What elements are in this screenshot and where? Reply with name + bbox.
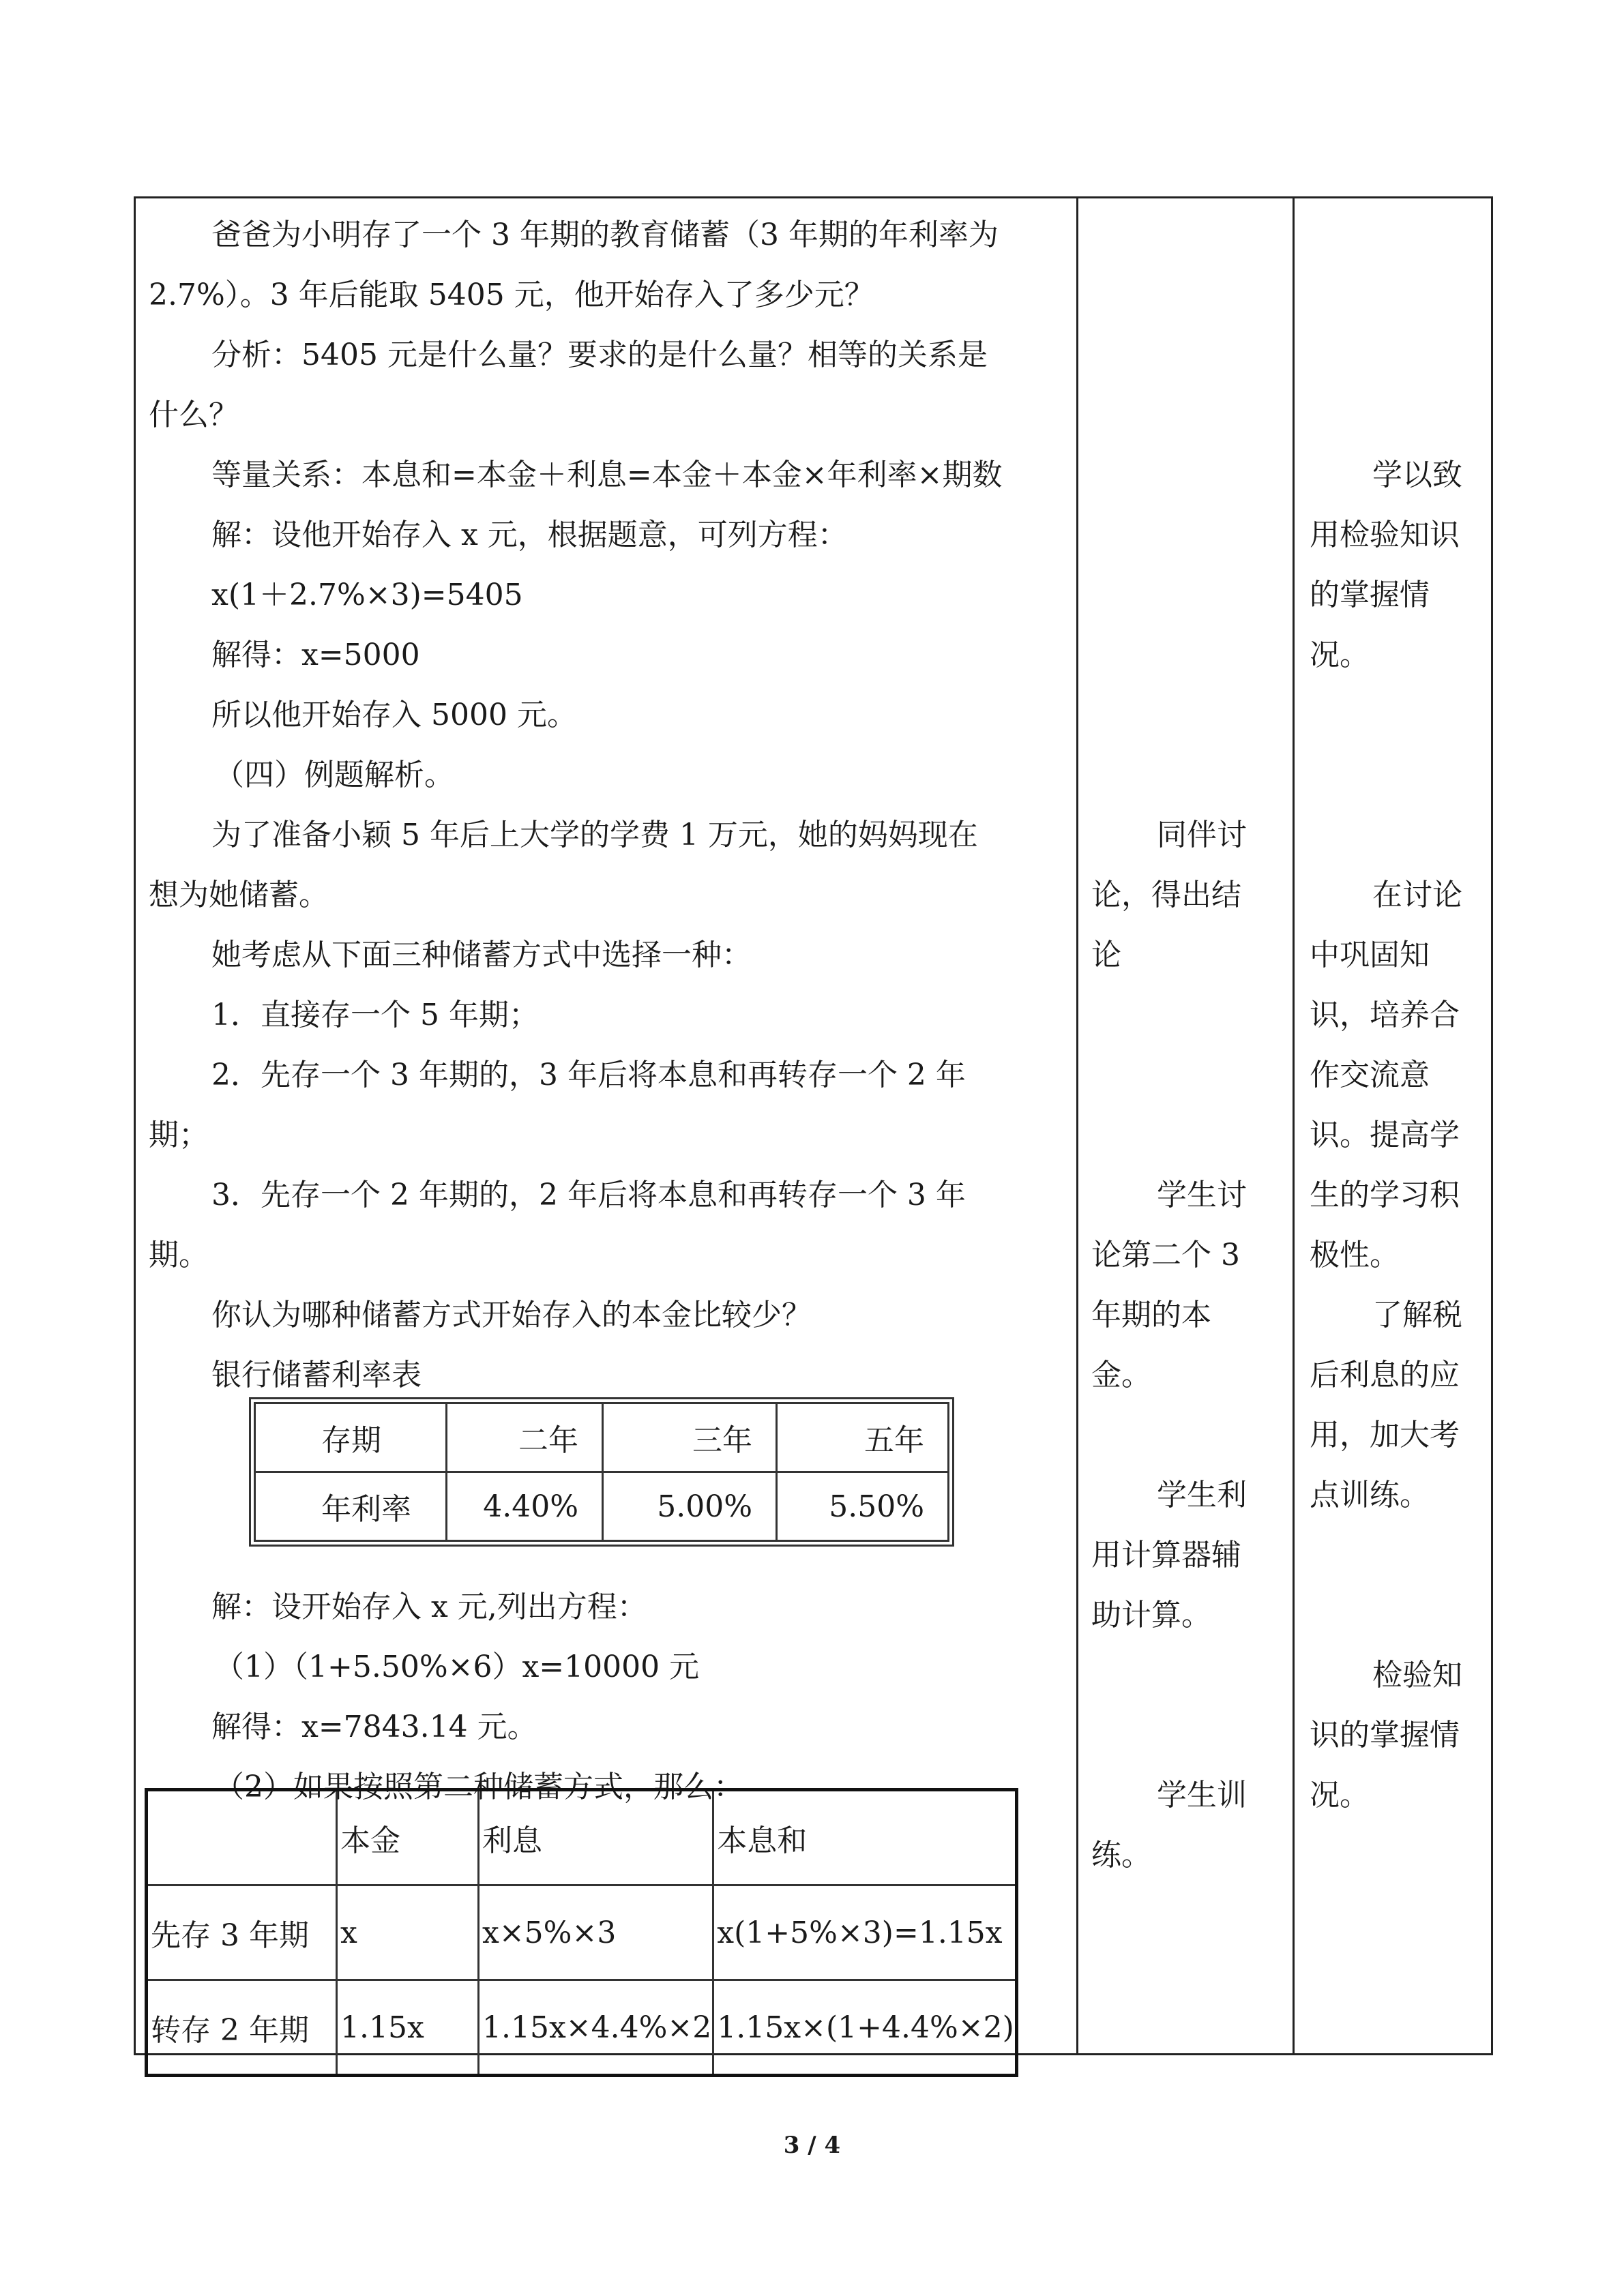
- text-line: 想为她储蓄。: [149, 878, 329, 912]
- table-cell: 年利率: [255, 1472, 447, 1541]
- table-cell: 本息和: [713, 1790, 1017, 1885]
- table-row: [147, 1790, 1017, 1885]
- activity-text: 学生利: [1157, 1478, 1247, 1512]
- activity-text: 同伴讨: [1157, 818, 1247, 852]
- intent-text: 况。: [1310, 638, 1370, 672]
- equation-line: （1）（1+5.50%×6）x=10000 元: [214, 1650, 700, 1684]
- table-cell: 1.15x×(1+4.4%×2): [713, 1980, 1017, 2076]
- table-cell: 转存 2 年期: [147, 1980, 337, 2076]
- activity-text: 年期的本: [1091, 1298, 1211, 1332]
- activity-text: 用计算器辅: [1091, 1538, 1241, 1572]
- table-cell: 5.50%: [777, 1472, 949, 1541]
- table-row: [147, 1885, 1017, 1980]
- intent-text: 了解税: [1372, 1298, 1462, 1332]
- section-heading: （四）例题解析。: [214, 758, 454, 792]
- activity-text: 论，得出结: [1091, 878, 1241, 912]
- activity-text: 练。: [1091, 1838, 1151, 1873]
- savings-calculation-table: [145, 1788, 1018, 2077]
- table-cell: 1.15x×4.4%×2: [479, 1980, 713, 2076]
- intent-text: 用检验知识: [1310, 518, 1460, 552]
- option-item: 2．先存一个 3 年期的，3 年后将本息和再转存一个 2 年: [211, 1058, 966, 1092]
- table-cell: 利息: [479, 1790, 713, 1885]
- text-line: （2）如果按照第二种储蓄方式，那么：: [214, 1770, 743, 1804]
- intent-text: 中巩固知: [1310, 938, 1430, 972]
- table-cell: 五年: [777, 1403, 949, 1472]
- intent-text: 点训练。: [1310, 1478, 1430, 1512]
- intent-text: 识的掌握情: [1310, 1718, 1460, 1753]
- activity-text: 论: [1091, 938, 1121, 972]
- table-cell: x×5%×3: [479, 1885, 713, 1980]
- column-divider: [1293, 196, 1295, 2055]
- text-line: 解得：x=5000: [211, 638, 420, 672]
- intent-text: 识，培养合: [1310, 998, 1460, 1032]
- table-cell: x(1+5%×3)=1.15x: [713, 1885, 1017, 1980]
- table-cell: 4.40%: [447, 1472, 603, 1541]
- intent-text: 生的学习积: [1310, 1178, 1460, 1212]
- option-item: 3．先存一个 2 年期的，2 年后将本息和再转存一个 3 年: [211, 1178, 966, 1212]
- table-row: [147, 1980, 1017, 2076]
- activity-text: 助计算。: [1091, 1598, 1211, 1632]
- option-item: 1．直接存一个 5 年期；: [211, 998, 539, 1032]
- table-cell: 本金: [337, 1790, 479, 1885]
- intent-text: 识。提高学: [1310, 1118, 1460, 1152]
- text-line: 期。: [149, 1238, 209, 1272]
- table-cell: 存期: [255, 1403, 447, 1472]
- table-cell: 三年: [603, 1403, 777, 1472]
- text-line: 分析：5405 元是什么量？要求的是什么量？相等的关系是: [211, 338, 988, 372]
- activity-text: 论第二个 3: [1091, 1238, 1240, 1272]
- intent-text: 况。: [1310, 1778, 1370, 1813]
- text-line: 什么？: [149, 398, 239, 432]
- table-row: [255, 1403, 949, 1472]
- text-line: 解：设开始存入 x 元,列出方程：: [211, 1590, 647, 1624]
- text-line: 2.7%）。3 年后能取 5405 元，他开始存入了多少元？: [149, 278, 874, 312]
- table-cell: x: [337, 1885, 479, 1980]
- interest-rate-table: [254, 1402, 949, 1542]
- table-row: [255, 1472, 949, 1541]
- table-cell: 二年: [447, 1403, 603, 1472]
- text-line: 她考虑从下面三种储蓄方式中选择一种：: [211, 938, 752, 972]
- table-cell: [147, 1790, 337, 1885]
- table-cell: 1.15x: [337, 1980, 479, 2076]
- intent-text: 的掌握情: [1310, 578, 1430, 612]
- table-cell: 5.00%: [603, 1472, 777, 1541]
- intent-text: 后利息的应: [1310, 1358, 1460, 1392]
- activity-text: 学生训: [1157, 1778, 1247, 1813]
- text-line: 等量关系：本息和=本金＋利息=本金＋本金×年利率×期数: [211, 458, 1003, 492]
- intent-text: 用，加大考: [1310, 1418, 1460, 1452]
- text-line: 爸爸为小明存了一个 3 年期的教育储蓄（3 年期的年利率为: [211, 218, 999, 252]
- intent-text: 作交流意: [1310, 1058, 1430, 1092]
- text-line: 为了准备小颖 5 年后上大学的学费 1 万元，她的妈妈现在: [211, 818, 978, 852]
- text-line: 解：设他开始存入 x 元，根据题意，可列方程：: [211, 518, 848, 552]
- text-line: 解得：x=7843.14 元。: [211, 1710, 537, 1744]
- activity-text: 学生讨: [1157, 1178, 1247, 1212]
- question-line: 你认为哪种储蓄方式开始存入的本金比较少？: [211, 1298, 812, 1332]
- intent-text: 学以致: [1372, 458, 1462, 492]
- intent-text: 检验知: [1372, 1658, 1462, 1693]
- table-cell: 先存 3 年期: [147, 1885, 337, 1980]
- text-line: 所以他开始存入 5000 元。: [211, 698, 577, 732]
- equation-line: x(1＋2.7%×3)=5405: [211, 578, 523, 612]
- column-divider: [1076, 196, 1078, 2055]
- intent-text: 极性。: [1310, 1238, 1400, 1272]
- table-caption: 银行储蓄利率表: [211, 1358, 422, 1392]
- page-number: 3 / 4: [783, 2132, 841, 2159]
- activity-text: 金。: [1091, 1358, 1151, 1392]
- intent-text: 在讨论: [1372, 878, 1462, 912]
- text-line: 期；: [149, 1118, 209, 1152]
